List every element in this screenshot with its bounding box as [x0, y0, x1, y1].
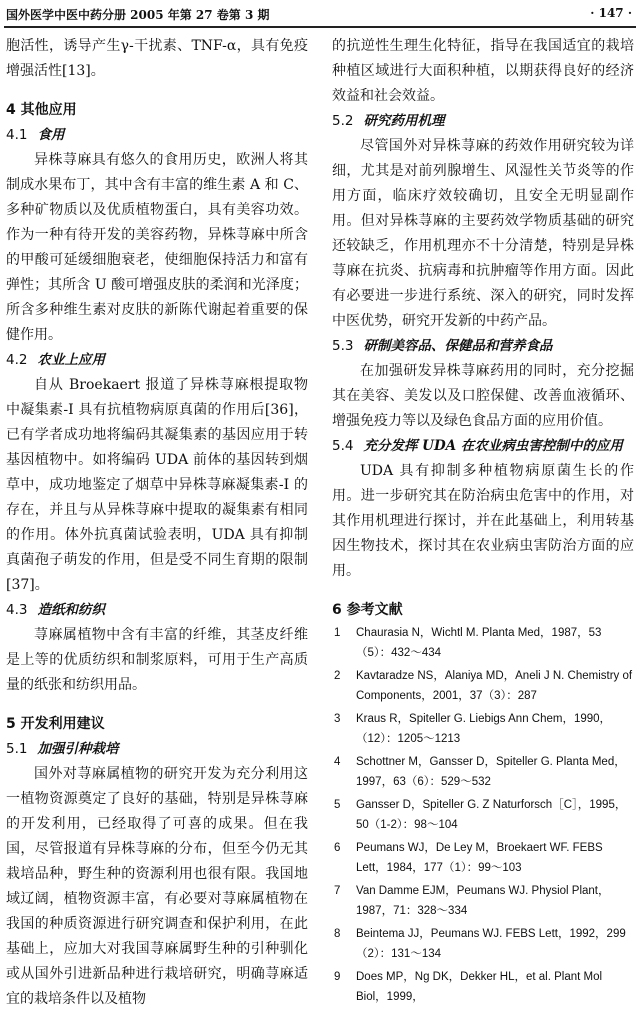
reference-text: Does MP，Ng DK，Dekker HL，et al. Plant Mol Biol，1999，	[356, 971, 603, 1003]
continued-paragraph: 的抗逆性生理生化特征，指导在我国适宜的栽培种植区域进行大面积种植，以期获得良好的经济效益和社会效益。	[332, 38, 634, 104]
subsection-title: 研制美容品、保健品和营养食品	[363, 338, 553, 354]
subsection-number: 5.1	[6, 741, 28, 757]
subsection-4-2-heading	[6, 348, 308, 373]
reference-number: 1	[334, 627, 341, 639]
subsection-4-3-heading	[6, 598, 308, 623]
reference-text: Schottner M，Gansser D，Spiteller G. Planta Med，1997，63（6）：529～532	[356, 756, 626, 788]
paragraph-5-3: 在加强研发异株荨麻药用的同时，充分挖掘其在美容、美发以及口腔保健、改善血液循环、增强免疫力等以及绿色食品方面的应用价值。	[332, 363, 634, 429]
reference-number: 6	[334, 842, 341, 854]
reference-text: Van Damme EJM，Peumans WJ. Physiol Plant，1987，71：328～334	[356, 885, 610, 917]
reference-item	[332, 881, 634, 921]
reference-item	[332, 666, 634, 706]
reference-item	[332, 967, 634, 1007]
reference-item	[332, 924, 634, 964]
paragraph-4-3: 荨麻属植物中含有丰富的纤维，其茎皮纤维是上等的优质纺织和制浆原料，可用于生产高质量的纸张和纺织用品。	[6, 627, 308, 693]
page-number: · 147 ·	[590, 6, 632, 20]
subsection-number: 4.2	[6, 352, 28, 368]
subsection-title: 研究药用机理	[363, 113, 445, 129]
subsection-number: 5.2	[332, 113, 354, 129]
section-5-heading: 5 开发利用建议	[6, 716, 105, 732]
reference-item	[332, 709, 634, 749]
subsection-number: 4.1	[6, 127, 28, 143]
reference-item	[332, 795, 634, 835]
paragraph-4-1: 异株荨麻具有悠久的食用历史，欧洲人将其制成水果布丁，其中含有丰富的维生素 A 和 C、多种矿物质以及优质植物蛋白，具有美容功效。作为一种有待开发的美容药物，异株荨麻中所含的甲酸可延缓细胞衰老，使细胞保持活力和富有弹性；其所含 U 酸可增强皮肤的柔润和光泽度；所含多种维生素对皮肤的新陈代谢起着重要的保健作用。	[6, 152, 308, 343]
paragraph-4-2: 自从 Broekaert 报道了异株荨麻根提取物中凝集素-I 具有抗植物病原真菌的作用后[36]，已有学者成功地将编码其凝集素的基因应用于转基因植物中。如将编码 UDA 前体的基因转到烟草中，成功地鉴定了烟草中异株荨麻凝集素-I 的存在，并且与从异株荨麻中提取的凝集素有相同的作用。体外抗真菌试验表明，UDA 具有抑制真菌孢子萌发的作用，但是受不同生育期的限制[37]。	[6, 377, 308, 593]
right-column	[332, 34, 634, 1010]
subsection-title: 充分发挥 UDA 在农业病虫害控制中的应用	[363, 438, 623, 454]
left-column	[6, 34, 308, 1012]
reference-number: 5	[334, 799, 341, 811]
reference-text: Kavtaradze NS，Alaniya MD，Aneli J N. Chemistry of Components，2001，37（3）：287	[356, 670, 633, 702]
page-header	[0, 0, 640, 30]
reference-item	[332, 838, 634, 878]
continued-paragraph: 胞活性，诱导产生γ-干扰素、TNF-α，具有免疫增强活性[13]。	[6, 38, 308, 79]
subsection-title: 农业上应用	[37, 352, 105, 368]
subsection-5-3-heading	[332, 334, 634, 359]
subsection-number: 5.3	[332, 338, 354, 354]
reference-text: Gansser D，Spiteller G. Z Naturforsch［C］，1995，50（1-2）：98～104	[356, 799, 627, 831]
reference-number: 9	[334, 971, 341, 983]
reference-text: Peumans WJ，De Ley M，Broekaert WF. FEBS Lett，1984，177（1）：99～103	[356, 842, 603, 874]
subsection-5-1-heading	[6, 737, 308, 762]
reference-text: Chaurasia N，Wichtl M. Planta Med，1987，53（5）：432～434	[356, 627, 602, 659]
paragraph-5-4: UDA 具有抑制多种植物病原菌生长的作用。进一步研究其在防治病虫危害中的作用，对其作用机理进行探讨，并在此基础上，利用转基因生物技术，探讨其在农业病虫害防治方面的应用。	[332, 463, 634, 579]
reference-number: 8	[334, 928, 341, 940]
subsection-4-1-heading	[6, 123, 308, 148]
subsection-title: 造纸和纺织	[37, 602, 105, 618]
reference-number: 2	[334, 670, 341, 682]
reference-text: Beintema JJ，Peumans WJ. FEBS Lett，1992，299（2）：131～134	[356, 928, 626, 960]
reference-number: 7	[334, 885, 341, 897]
subsection-title: 加强引种栽培	[37, 741, 119, 757]
reference-item	[332, 623, 634, 663]
subsection-number: 5.4	[332, 438, 354, 454]
journal-title: 国外医学中医中药分册 2005 年第 27 卷第 3 期	[6, 8, 270, 22]
reference-number: 4	[334, 756, 341, 768]
subsection-number: 4.3	[6, 602, 28, 618]
subsection-5-2-heading	[332, 109, 634, 134]
section-4-heading: 4 其他应用	[6, 102, 77, 118]
reference-text: Kraus R，Spiteller G. Liebigs Ann Chem，1990，（12）：1205～1213	[356, 713, 612, 745]
reference-number: 3	[334, 713, 341, 725]
header-rule	[4, 26, 636, 28]
reference-list	[332, 623, 634, 1007]
reference-item	[332, 752, 634, 792]
subsection-5-4-heading	[332, 434, 634, 459]
paragraph-5-1: 国外对荨麻属植物的研究开发为充分利用这一植物资源奠定了良好的基础，特别是异株荨麻的开发利用，已经取得了可喜的成果。但在我国，尽管报道有异株荨麻的分布，但至今仍无其栽培品种，野生种的资源利用也很有限。我国地域辽阔，植物资源丰富，有必要对荨麻属植物在我国的种质资源进行研究调查和保护利用，在此基础上，应加大对我国荨麻属野生种的引种驯化或从国外引进新品种进行栽培研究，明确荨麻适宜的栽培条件以及植物	[6, 766, 308, 1007]
paragraph-5-2: 尽管国外对异株荨麻的药效作用研究较为详细，尤其是对前列腺增生、风湿性关节炎等的作用方面，临床疗效较确切，且安全无明显副作用。但对异株荨麻的主要药效学物质基础的研究还较缺乏，作用机理亦不十分清楚，特别是异株荨麻在抗炎、抗病毒和抗肿瘤等作用方面。因此有必要进一步进行系统、深入的研究，同时发挥中医优势，研究开发新的中药产品。	[332, 138, 634, 329]
subsection-title: 食用	[37, 127, 65, 143]
section-6-heading: 6 参考文献	[332, 602, 403, 618]
